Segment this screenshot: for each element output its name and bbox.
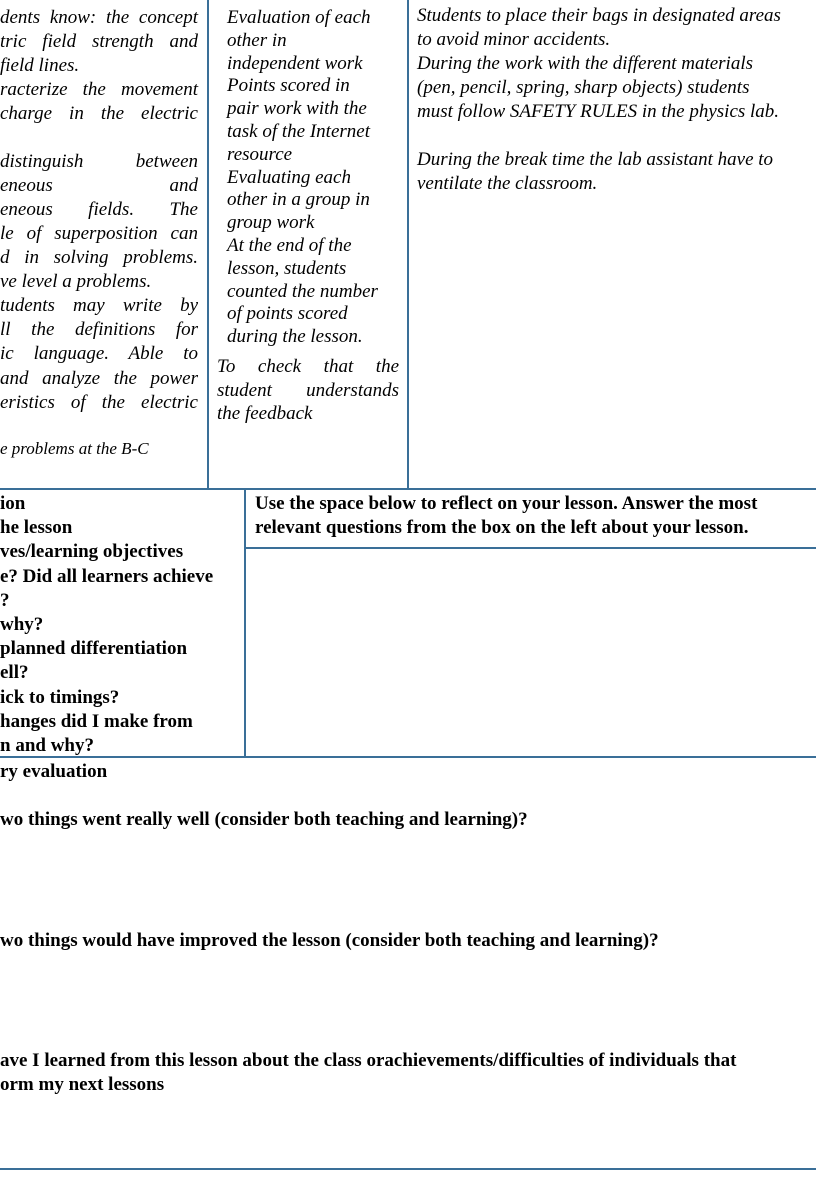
outcome-line: eneous fields. The — [0, 199, 198, 220]
safety-line — [417, 124, 816, 148]
question-learned-line-1: ave I learned from this lesson about the class orachievements/difficulties of individuals that — [0, 1050, 737, 1071]
outcome-line: distinguish between — [0, 151, 198, 172]
assessment-line: independent work — [227, 52, 363, 74]
summary-evaluation-title: ry evaluation — [0, 761, 108, 782]
outcome-line: eneous and — [0, 175, 198, 196]
assessment-line: other in — [227, 29, 287, 51]
answer-went-well[interactable] — [0, 834, 816, 926]
assessment-cell — [227, 7, 403, 349]
answer-improved[interactable] — [0, 955, 816, 1047]
safety-line: to avoid minor accidents. — [417, 29, 611, 50]
reflection-instructions — [255, 492, 816, 539]
assessment-line: during the lesson. — [227, 326, 363, 348]
outcome-line: tric field strength and — [0, 31, 198, 52]
reflection-questions — [0, 492, 240, 758]
learning-outcomes-cell — [0, 0, 198, 488]
outcome-line: eristics of the electric — [0, 392, 198, 413]
safety-line: must follow SAFETY RULES in the physics lab. — [417, 101, 780, 122]
reflection-question-line: ves/learning objectives — [0, 541, 184, 563]
safety-line: ventilate the classroom. — [417, 173, 598, 194]
safety-line: (pen, pencil, spring, sharp objects) students — [417, 77, 750, 98]
safety-line: During the work with the different materials — [417, 53, 753, 74]
question-learned-line-2: orm my next lessons — [0, 1074, 165, 1095]
safety-line: Students to place their bags in designated areas — [417, 5, 781, 26]
outcome-line: tudents may write by — [0, 295, 198, 316]
assessment-line: Evaluation of each — [227, 7, 371, 28]
assessment-line: resource — [227, 143, 293, 165]
assessment-line: counted the number — [227, 280, 378, 302]
question-improved: wo things would have improved the lesson (consider both teaching and learning)? — [0, 930, 659, 951]
safety-line: During the break time the lab assistant have to — [417, 149, 774, 170]
safety-cell — [417, 4, 816, 196]
reflection-answer-area[interactable] — [246, 549, 816, 756]
reflection-question-line: ick to timings? — [0, 686, 120, 708]
check-line-2: student understands — [217, 379, 399, 401]
outcome-line: field lines. — [0, 55, 80, 76]
reflection-instruction-line-1: Use the space below to reflect on your lesson. Answer the most — [255, 493, 758, 514]
assessment-line: Points scored in — [227, 75, 350, 97]
reflection-question-line: e? Did all learners achieve — [0, 565, 214, 587]
reflection-question-line: he lesson — [0, 517, 73, 539]
reflection-question-line: ell? — [0, 662, 29, 684]
outcome-line: d in solving problems. — [0, 247, 198, 268]
border-col1-right — [207, 0, 209, 489]
reflection-question-line: ? — [0, 589, 10, 611]
assessment-line: lesson, students — [227, 257, 347, 279]
outcome-line: e problems at the B-C — [0, 439, 149, 458]
border-top-section-bottom — [0, 488, 816, 490]
assessment-line: of points scored — [227, 303, 348, 325]
reflection-question-line: ion — [0, 493, 26, 514]
assessment-line: other in a group in — [227, 189, 370, 211]
reflection-instruction-line-2: relevant questions from the box on the left about your lesson. — [255, 516, 749, 538]
assessment-line: group work — [227, 212, 315, 234]
outcome-line: charge in the electric — [0, 103, 198, 124]
check-line-3: the feedback — [217, 403, 313, 425]
reflection-question-line: n and why? — [0, 734, 94, 756]
outcome-line: le of superposition can — [0, 223, 198, 244]
reflection-question-line: hanges did I make from — [0, 710, 193, 732]
border-col2-right — [407, 0, 409, 489]
border-page-bottom — [0, 1168, 816, 1170]
outcome-line: dents know: the concept — [0, 7, 198, 28]
question-went-well: wo things went really well (consider both teaching and learning)? — [0, 809, 528, 830]
answer-learned[interactable] — [0, 1099, 816, 1167]
reflection-question-line: why? — [0, 613, 44, 635]
assessment-line: pair work with the — [227, 98, 367, 120]
assessment-line: task of the Internet — [227, 120, 370, 142]
assessment-check — [217, 355, 399, 426]
outcome-line: racterize the movement — [0, 79, 198, 100]
assessment-line: Evaluating each — [227, 166, 351, 188]
reflection-question-line: planned differentiation — [0, 638, 188, 660]
outcome-line: ic language. Able to — [0, 343, 198, 364]
assessment-line: At the end of the — [227, 234, 352, 256]
outcome-line: ve level a problems. — [0, 271, 152, 292]
outcome-line: and analyze the power — [0, 368, 198, 389]
check-line-1: To check that the — [217, 356, 399, 377]
assessment-text — [227, 7, 403, 349]
outcome-line: ll the definitions for — [0, 319, 198, 340]
